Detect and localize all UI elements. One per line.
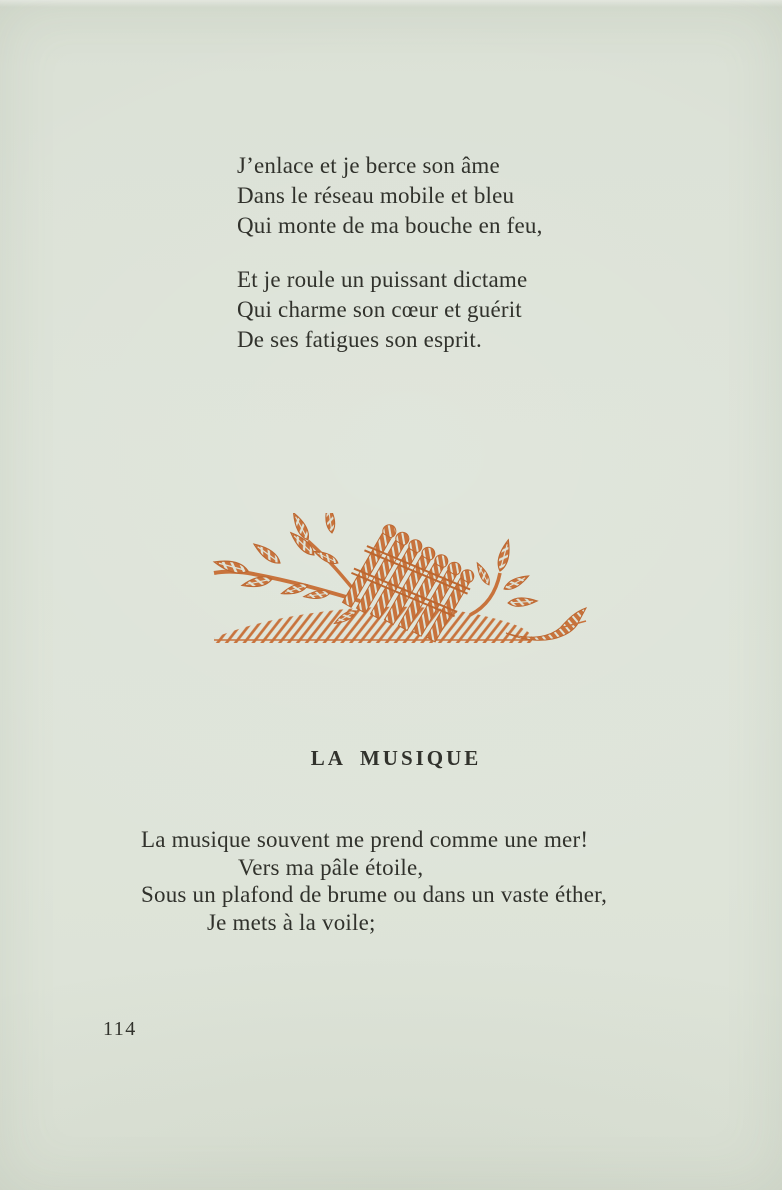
poem-stanza-2 xyxy=(237,265,527,355)
panpipes-ornament xyxy=(208,513,598,651)
poem-line: Vers ma pâle étoile, xyxy=(238,854,424,880)
poem-title: LA MUSIQUE xyxy=(310,746,482,770)
poem-line: J’enlace et je berce son âme xyxy=(237,153,500,178)
page-number: 114 xyxy=(103,1018,137,1040)
poem-line: Je mets à la voile; xyxy=(207,909,376,935)
poem-line: La musique souvent me prend comme une mer! xyxy=(141,827,589,852)
ornament-sprig-right xyxy=(470,539,538,615)
poem-line: Dans le réseau mobile et bleu xyxy=(237,183,515,208)
poem-stanza-3 xyxy=(141,826,607,936)
poem-stanza-1 xyxy=(237,151,543,241)
poem-line: Et je roule un puissant dictame xyxy=(237,267,528,292)
ornament-laurel-left xyxy=(213,513,360,627)
poem-line: Sous un plafond de brume ou dans un vaste éther, xyxy=(141,882,608,907)
poem-line: Qui monte de ma bouche en feu, xyxy=(237,213,543,238)
poem-line: Qui charme son cœur et guérit xyxy=(237,297,522,322)
poem-line: De ses fatigues son esprit. xyxy=(237,327,482,352)
